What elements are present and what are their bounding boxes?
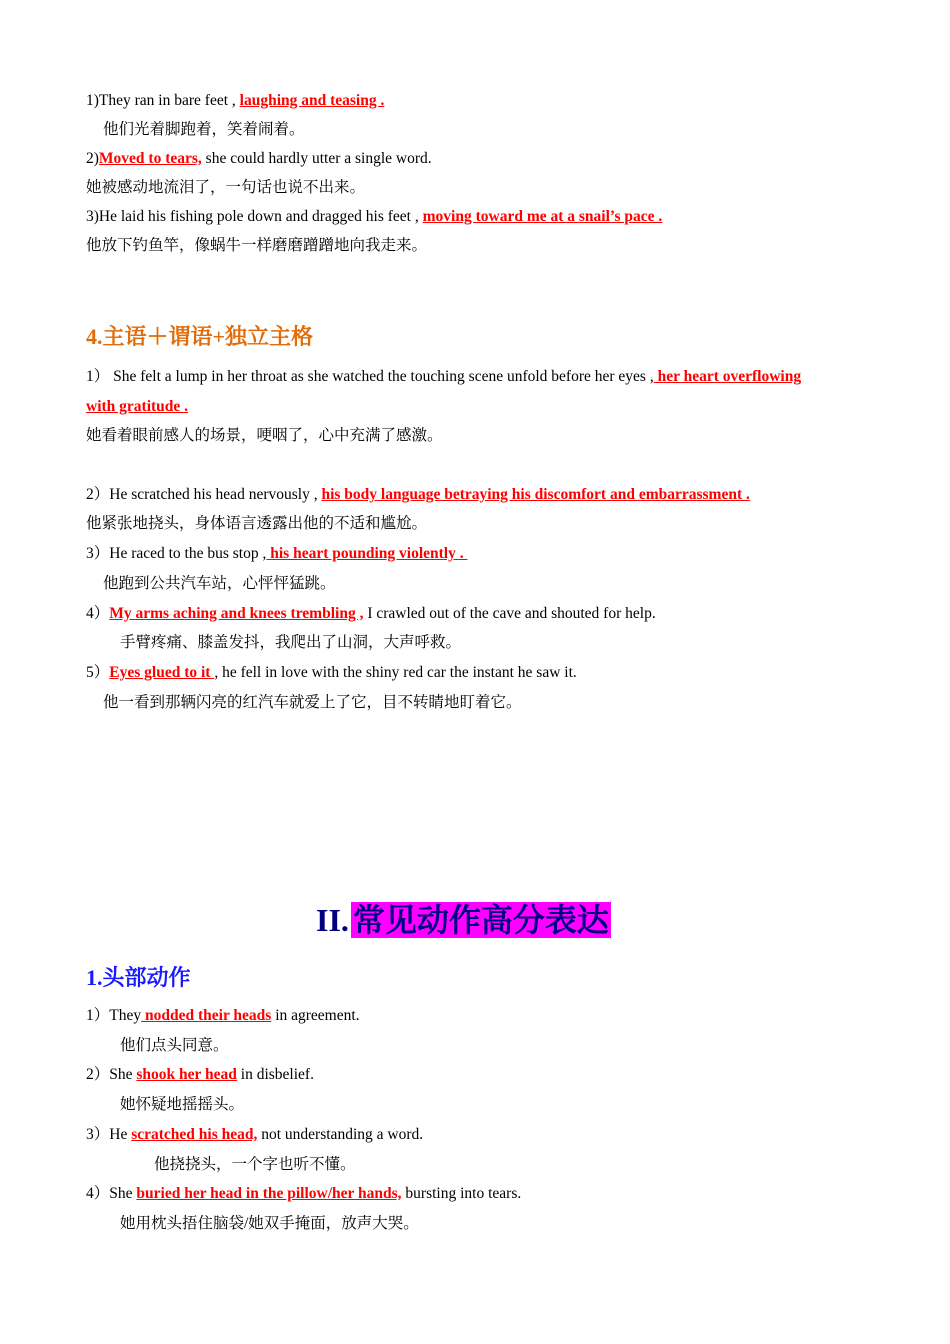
sentence-en [86, 1065, 314, 1085]
sentence-en [86, 1006, 360, 1026]
sentence-en [86, 207, 662, 227]
sentence-text: in agreement. [271, 1007, 360, 1024]
sentence-text: 5） [86, 664, 110, 681]
sentence-text: 2) [86, 150, 99, 167]
highlighted-phrase: with gratitude . [86, 398, 189, 415]
sentence-zh: 她用枕头捂住脑袋/她双手掩面，放声大哭。 [120, 1215, 419, 1232]
sentence-zh: 她被感动地流泪了，一句话也说不出来。 [86, 179, 366, 196]
sentence-zh: 他一看到那辆闪亮的红汽车就爱上了它，目不转睛地盯着它。 [103, 694, 522, 711]
sentence-en [86, 367, 801, 387]
sentence-zh: 他们点头同意。 [120, 1037, 229, 1054]
highlighted-phrase: his heart pounding violently . [266, 545, 468, 562]
highlighted-phrase: Moved to tears, [98, 150, 202, 167]
sentence-en [86, 1125, 423, 1145]
sentence-en [86, 663, 577, 683]
sentence-en-continued [86, 397, 188, 417]
sentence-text: 1）They [86, 1007, 142, 1024]
sentence-zh: 他们光着脚跑着，笑着闹着。 [103, 121, 305, 138]
part-number: II. [316, 902, 349, 938]
sentence-text: 3)He laid his fishing pole down and dragged his feet , [86, 208, 423, 225]
sentence-text: she could hardly utter a single word. [201, 150, 432, 167]
sentence-zh: 他紧张地挠头，身体语言透露出他的不适和尴尬。 [86, 515, 428, 532]
highlighted-phrase: her heart overflowing [653, 368, 802, 385]
sentence-text: 3）He [86, 1126, 132, 1143]
sentence-en [86, 485, 750, 505]
sentence-text: , he fell in love with the shiny red car the instant he saw it. [214, 664, 577, 681]
highlighted-phrase: his body language betraying his discomfort and embarrassment . [321, 486, 750, 503]
sentence-zh: 她怀疑地摇摇头。 [120, 1096, 245, 1113]
section-heading: 4.主语＋谓语+独立主格 [86, 324, 314, 349]
highlighted-phrase: scratched his head, [131, 1126, 258, 1143]
highlighted-phrase: shook her head [136, 1066, 237, 1083]
sentence-en [86, 604, 656, 624]
highlighted-phrase: My arms aching and knees trembling , [109, 605, 364, 622]
sentence-text: 1)They ran in bare feet , [86, 92, 240, 109]
highlighted-phrase: Eyes glued to it [109, 664, 215, 681]
sentence-text: 1） She felt a lump in her throat as she watched the touching scene unfold before her eyes , [86, 368, 654, 385]
highlighted-phrase: laughing and teasing . [239, 92, 385, 109]
sentence-zh: 他放下钓鱼竿，像蜗牛一样磨磨蹭蹭地向我走来。 [86, 237, 428, 254]
sentence-zh: 手臂疼痛、膝盖发抖，我爬出了山洞，大声呼救。 [120, 634, 462, 651]
sentence-text: 4） [86, 605, 110, 622]
sentence-text: 4）She [86, 1185, 137, 1202]
sentence-en [86, 91, 384, 111]
part-title: 常见动作高分表达 [352, 902, 609, 938]
sentence-en [86, 1184, 521, 1204]
highlighted-phrase: moving toward me at a snail’s pace . [422, 208, 663, 225]
highlighted-phrase: nodded their heads [141, 1007, 272, 1024]
sentence-en [86, 149, 432, 169]
sentence-zh: 他跑到公共汽车站，心怦怦猛跳。 [103, 575, 336, 592]
sentence-text: bursting into tears. [401, 1185, 522, 1202]
highlighted-phrase: buried her head in the pillow/her hands, [136, 1185, 402, 1202]
sentence-zh: 她看着眼前感人的场景，哽咽了，心中充满了感激。 [86, 427, 443, 444]
sentence-text: 3）He raced to the bus stop , [86, 545, 267, 562]
sentence-text: in disbelief. [236, 1066, 314, 1083]
sentence-en [86, 544, 468, 564]
subsection-heading: 1.头部动作 [86, 965, 191, 990]
sentence-text: not understanding a word. [257, 1126, 424, 1143]
sentence-text: 2）She [86, 1066, 137, 1083]
part-heading [316, 900, 611, 941]
sentence-text: I crawled out of the cave and shouted for help. [363, 605, 656, 622]
sentence-zh: 他挠挠头，一个字也听不懂。 [154, 1156, 356, 1173]
sentence-text: 2）He scratched his head nervously , [86, 486, 322, 503]
